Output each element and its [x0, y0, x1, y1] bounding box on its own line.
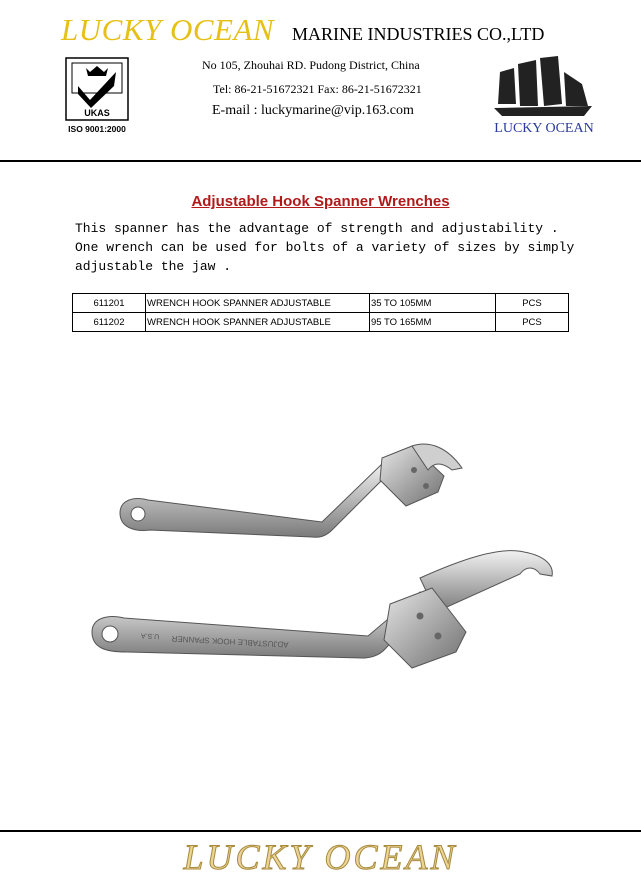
company-email: E-mail : luckymarine@vip.163.com [212, 103, 414, 118]
sailing-ship-icon [494, 56, 592, 116]
ship-logo [492, 54, 596, 136]
company-address: No 105, Zhouhai RD. Pudong District, China [202, 58, 420, 72]
company-phone: Tel: 86-21-51672321 Fax: 86-21-51672321 [213, 82, 422, 96]
header-divider [0, 160, 641, 162]
small-hook-wrench [120, 444, 462, 537]
item-name: WRENCH HOOK SPANNER ADJUSTABLE [146, 294, 370, 313]
iso-caption: ISO 9001:2000 [68, 124, 126, 134]
product-title-text: Adjustable Hook Spanner Wrenches [191, 193, 450, 210]
table-row [73, 313, 569, 332]
footer-logo: LUCKY OCEAN [183, 837, 458, 877]
item-unit: PCS [496, 313, 569, 332]
ship-logo-label: LUCKY OCEAN [494, 121, 594, 136]
item-range: 95 TO 165MM [370, 313, 496, 332]
product-title [0, 193, 641, 210]
item-code: 611202 [73, 313, 146, 332]
item-name: WRENCH HOOK SPANNER ADJUSTABLE [146, 313, 370, 332]
table-row [73, 294, 569, 313]
item-range: 35 TO 105MM [370, 294, 496, 313]
footer-divider [0, 830, 641, 832]
brand-name: LUCKY OCEAN [61, 12, 275, 47]
item-code: 611201 [73, 294, 146, 313]
wrench-photo [0, 380, 641, 780]
ukas-certification-logo [64, 56, 130, 136]
wrench-marking: ADJUSTABLE HOOK SPANNER [171, 633, 289, 650]
ukas-logo-label: UKAS [84, 108, 110, 118]
item-unit: PCS [496, 294, 569, 313]
wrench-marking: U.S.A [140, 631, 160, 640]
product-table [72, 293, 569, 332]
large-hook-wrench [92, 551, 552, 668]
company-name: MARINE INDUSTRIES CO.,LTD [292, 24, 545, 44]
product-description: This spanner has the advantage of strength and adjustability . One wrench can be used for bolts of a variety of sizes by simply adjustable the jaw . [75, 221, 575, 274]
